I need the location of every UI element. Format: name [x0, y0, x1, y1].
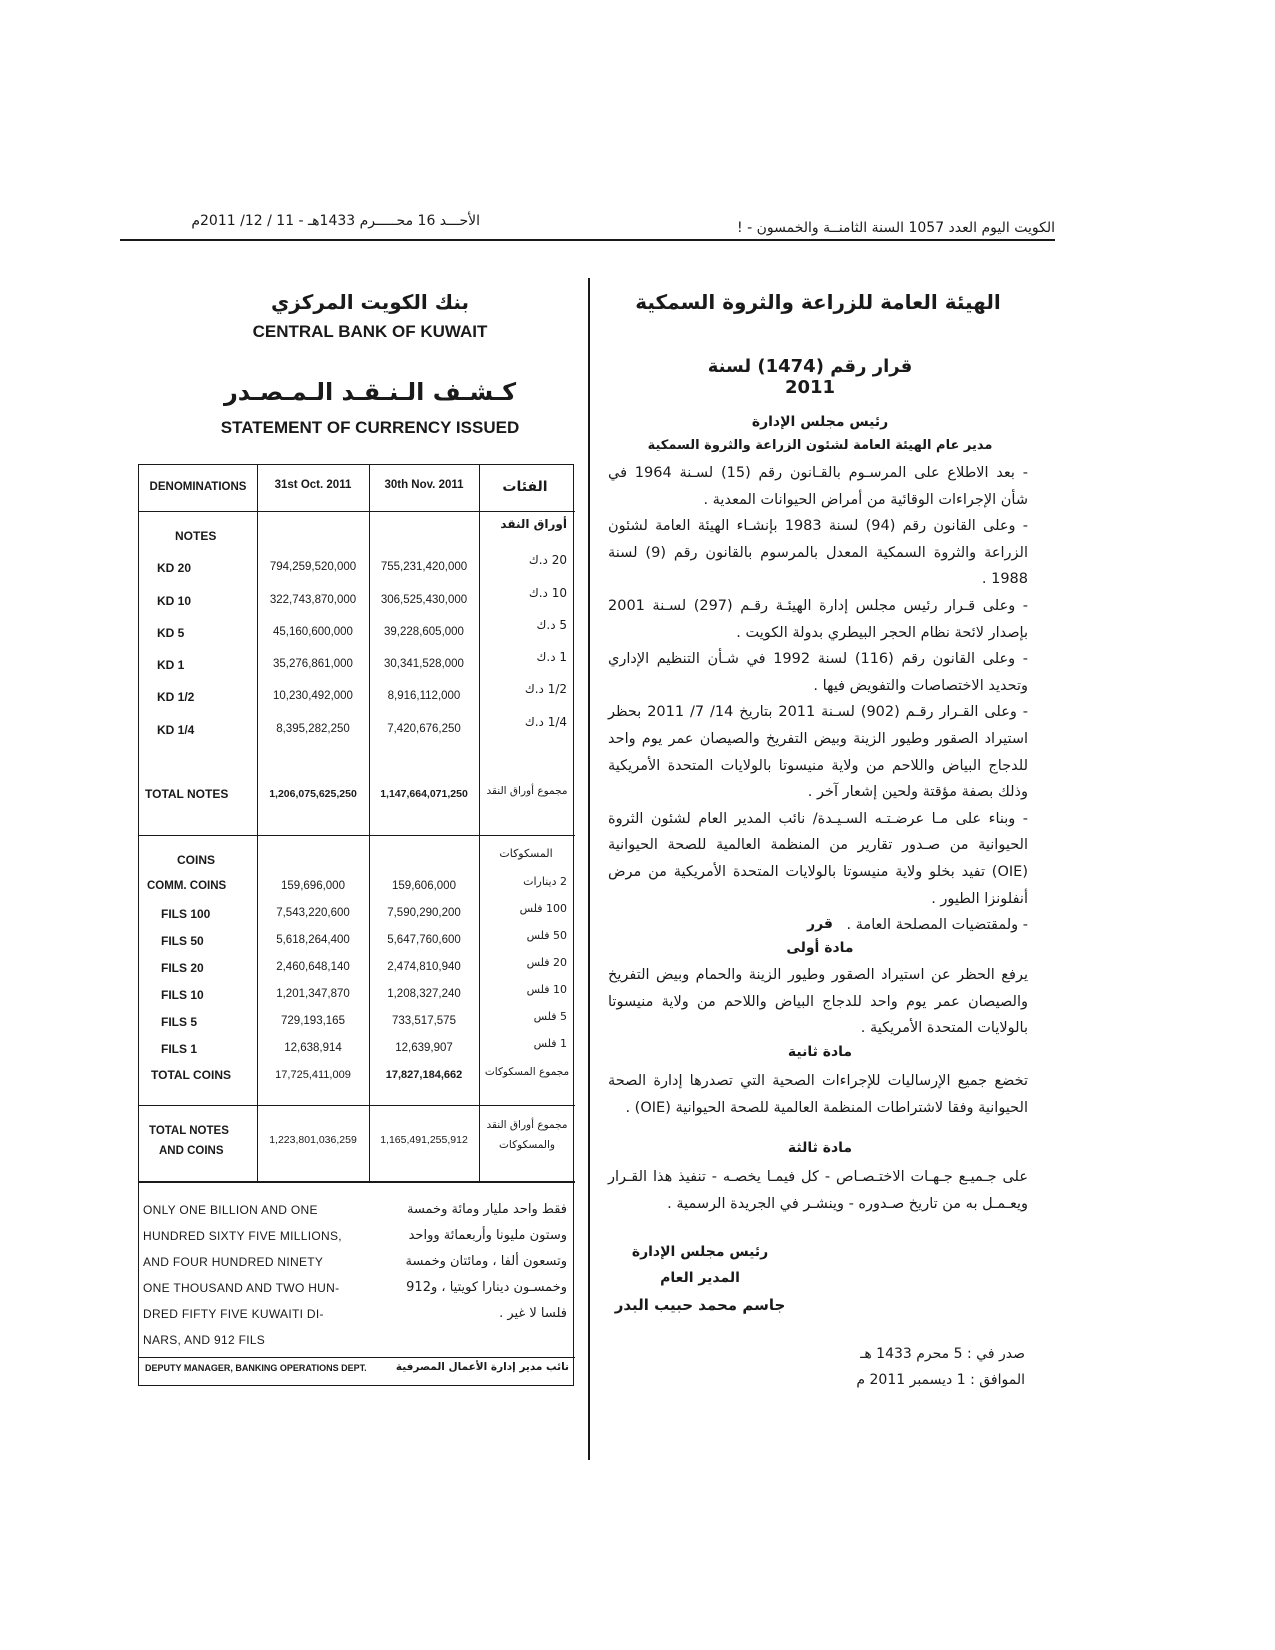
table-row-label: FILS 20 [161, 961, 204, 975]
issued-date: صدر في : 5 محرم 1433 هـ [860, 1346, 1025, 1362]
table-cell-ar: 20 د.ك [528, 553, 567, 567]
table-cell-oct: 35,276,861,000 [273, 658, 353, 670]
total-all-label-1: TOTAL NOTES [149, 1125, 229, 1137]
corresponding-date: الموافق : 1 ديسمبر 2011 م [856, 1372, 1025, 1388]
issuer-line-2: مدير عام الهيئة العامة لشئون الزراعة والثروة السمكية [647, 438, 993, 453]
total-notes-oct: 1,206,075,625,250 [269, 788, 357, 800]
table-row-label: FILS 10 [161, 988, 204, 1002]
table-row-label: KD 1/4 [157, 723, 195, 737]
table-cell-ar: 1 فلس [533, 1037, 567, 1050]
table-cell-ar: 2 دينارات [523, 875, 567, 888]
table-row-label: KD 10 [157, 594, 192, 608]
table-cell-nov: 1,208,327,240 [387, 988, 461, 1000]
coins-heading: COINS [177, 853, 216, 867]
table-cell-ar: 20 فلس [526, 956, 567, 969]
signatory-en: DEPUTY MANAGER, BANKING OPERATIONS DEPT. [145, 1363, 367, 1373]
decision-title: قرار رقم (1474) لسنة 2011 [707, 356, 913, 398]
recital: - ولمقتضيات المصلحة العامة . [846, 917, 1028, 934]
table-cell-ar: 1/4 د.ك [524, 715, 567, 729]
total-coins-nov: 17,827,184,662 [385, 1069, 463, 1081]
recital: - وعلى القانون رقم (94) لسنة 1983 بإنشـاء الهيئة العامة لشئون الزراعة والثروة السمكية المعدل بالمرسوم بالقانون رقم (9) لسنة 1988 . [608, 518, 1028, 588]
table-row-label: KD 1/2 [157, 690, 195, 704]
table-cell-nov: 2,474,810,940 [387, 961, 461, 973]
table-cell-oct: 2,460,648,140 [276, 961, 350, 973]
article-2-title: مادة ثانية [787, 1044, 853, 1060]
table-cell-nov: 5,647,760,600 [387, 934, 461, 946]
table-cell-ar: 1/2 د.ك [524, 682, 567, 696]
table-row-label: KD 20 [157, 561, 192, 575]
col-header-ar: الفئات [502, 479, 548, 495]
table-cell-oct: 1,201,347,870 [276, 988, 350, 1000]
table-cell-ar: 100 فلس [519, 902, 567, 915]
total-coins-ar: مجموع المسكوكات [484, 1066, 570, 1078]
total-all-ar-2: والمسكوكات [499, 1139, 555, 1151]
article-2-text: تخضع جميع الإرساليات للإجراءات الصحية التي تصدرها إدارة الصحة الحيوانية وفقا لاشتراطات المنظمة العالمية للصحة الحيوانية (OIE) . [608, 1073, 1028, 1116]
table-cell-nov: 306,525,430,000 [380, 594, 468, 606]
table-cell-ar: 10 د.ك [528, 586, 567, 600]
table-cell-nov: 12,639,907 [395, 1042, 453, 1054]
recital: - وعلى القانون رقم (116) لسنة 1992 في شـأن التنظيم الإداري وتحديد الاختصاصات والتفويض فيها . [608, 651, 1029, 694]
table-row-label: COMM. COINS [147, 880, 227, 892]
signatory-title-1: رئيس مجلس الإدارة [631, 1244, 769, 1260]
table-cell-oct: 5,618,264,400 [276, 934, 350, 946]
article-1-title: مادة أولى [786, 940, 854, 956]
total-coins-label: TOTAL COINS [151, 1068, 232, 1082]
words-line: وخمسـون دينارا كويتيا ، و912 [406, 1280, 567, 1295]
words-line: فقط واحد مليار ومائة وخمسة [406, 1202, 567, 1217]
amount-words-en [143, 1197, 375, 1353]
signatory-name: جاسم محمد حبيب البدر [614, 1296, 786, 1314]
table-cell-ar: 50 فلس [526, 929, 567, 942]
recital: - وبناء على مـا عرضـتـه السـيـدة/ نائب المدير العام لشئون الثروة الحيوانية من صـدور تقارير من المنظمة العالمية للصحة الحيوانية (OIE) تفيد بخلو ولاية منيسوتا بالولايات المتحدة الأمريكية من مرض أنفلونزا الطيور . [608, 810, 1028, 907]
statement-title-en: STATEMENT OF CURRENCY ISSUED [220, 418, 520, 437]
words-line: NARS, AND 912 FILS [143, 1333, 266, 1347]
col-header-nov: 30th Nov. 2011 [384, 479, 464, 491]
header-date: الأحـــد 16 محـــــرم 1433هـ - 11 / 12/ 2011م [191, 213, 480, 229]
table-cell-oct: 10,230,492,000 [273, 690, 353, 702]
notes-heading: NOTES [175, 529, 217, 543]
table-cell-oct: 45,160,600,000 [273, 626, 353, 638]
table-cell-nov: 159,606,000 [392, 880, 456, 892]
authority-title: الهيئة العامة للزراعة والثروة السمكية [635, 290, 1001, 314]
total-all-oct: 1,223,801,036,259 [269, 1134, 357, 1146]
table-cell-nov: 7,590,290,200 [387, 907, 461, 919]
table-cell-nov: 30,341,528,000 [384, 658, 464, 670]
table-cell-nov: 39,228,605,000 [384, 626, 464, 638]
table-cell-nov: 755,231,420,000 [380, 561, 468, 573]
total-all-label-2: AND COINS [159, 1145, 224, 1157]
total-notes-ar: مجموع أوراق النقد [486, 785, 568, 797]
header-issue: الكويت اليوم العدد 1057 السنة الثامنــة والخمسون - ! [737, 220, 1055, 236]
words-line: DRED FIFTY FIVE KUWAITI DI- [143, 1307, 324, 1321]
table-cell-ar: 5 د.ك [536, 618, 567, 632]
table-row-label: KD 1 [157, 658, 185, 672]
total-all-nov: 1,165,491,255,912 [380, 1134, 468, 1146]
total-coins-oct: 17,725,411,009 [275, 1069, 351, 1081]
col-header-denominations: DENOMINATIONS [149, 481, 247, 493]
recital: - وعلى قـرار رئيس مجلس إدارة الهيئـة رقـم (297) لسـنة 2001 بإصدار لائحة نظام الحجر البيطري بدولة الكويت . [608, 597, 1028, 641]
signatory-title-2: المدير العام [660, 1270, 740, 1286]
words-line: وستون مليونا وأربعمائة وواحد [408, 1228, 567, 1243]
recitals [608, 460, 1028, 939]
words-line: ONE THOUSAND AND TWO HUN- [143, 1281, 340, 1295]
table-cell-nov: 8,916,112,000 [387, 690, 461, 702]
total-all-ar-1: مجموع أوراق النقد [486, 1119, 568, 1131]
table-cell-oct: 159,696,000 [281, 880, 345, 892]
statement-title-ar: كـشـف الـنـقـد الـمـصـدر [223, 378, 517, 406]
table-cell-oct: 7,543,220,600 [276, 907, 350, 919]
words-line: وتسعون ألفا ، ومائتان وخمسة [405, 1254, 567, 1269]
table-cell-oct: 794,259,520,000 [269, 561, 357, 573]
bank-name-ar: بنك الكويت المركزي [270, 290, 470, 314]
col-header-oct: 31st Oct. 2011 [274, 479, 352, 491]
table-row-label: FILS 100 [161, 907, 211, 921]
words-line: فلسا لا غير . [499, 1306, 567, 1321]
words-line: AND FOUR HUNDRED NINETY [143, 1255, 324, 1269]
table-cell-nov: 7,420,676,250 [387, 723, 461, 735]
total-notes-label: TOTAL NOTES [145, 787, 229, 801]
table-cell-oct: 12,638,914 [284, 1042, 342, 1054]
table-row-label: KD 5 [157, 626, 185, 640]
table-row-label: FILS 5 [161, 1015, 198, 1029]
table-cell-oct: 729,193,165 [281, 1015, 345, 1027]
signatory-ar: نائب مدير إدارة الأعمال المصرفية [395, 1361, 569, 1373]
header-rule [120, 239, 1055, 241]
table-cell-oct: 8,395,282,250 [276, 723, 350, 735]
amount-words-ar [375, 1197, 567, 1327]
bank-name-en: CENTRAL BANK OF KUWAIT [252, 322, 488, 341]
table-cell-ar: 1 د.ك [536, 650, 567, 664]
notes-heading-ar: أوراق النقد [500, 517, 567, 531]
table-cell-ar: 10 فلس [526, 983, 567, 996]
article-3-text: على جـميـع جـهـات الاختـصـاص - كل فيمـا يخصـه - تنفيذ هذا القـرار ويعـمـل به من تاريخ صـدوره - وينشـر في الجريدة الرسمية . [608, 1169, 1028, 1212]
table-cell-nov: 733,517,575 [392, 1015, 456, 1027]
table-row-label: FILS 50 [161, 934, 204, 948]
coins-heading-ar: المسكوكات [499, 847, 553, 860]
table-row-label: FILS 1 [161, 1042, 198, 1056]
recital: - بعد الاطلاع على المرسـوم بالقـانون رقم (15) لسـنة 1964 في شأن الإجراءات الوقائية من أمراض الحيوانات المعدية . [608, 465, 1028, 508]
table-cell-ar: 5 فلس [533, 1010, 567, 1023]
table-cell-oct: 322,743,870,000 [269, 594, 357, 606]
article-3-title: مادة ثالثة [787, 1140, 853, 1156]
decided-heading: قرر [807, 916, 833, 932]
article-1-text: يرفع الحظر عن استيراد الصقور وطيور الزينة والحمام وبيض التفريخ والصيصان عمر يوم واحد للدجاج البياض واللاحم من ولاية منيسوتا بالولايات المتحدة الأمريكية . [608, 967, 1028, 1037]
total-notes-nov: 1,147,664,071,250 [380, 788, 468, 800]
recital: - وعلى القـرار رقـم (902) لسـنة 2011 بتاريخ 14/ 7/ 2011 بحظر استيراد الصقور وطيور الزينة وبيض التفريخ والصيصان عمر يوم واحد للدجاج البياض واللاحم من ولاية منيسوتا بالولايات المتحدة الأمريكية وذلك بصفة مؤقتة ولحين إشعار آخر . [608, 704, 1028, 801]
issuer-line-1: رئيس مجلس الإدارة [751, 414, 889, 430]
words-line: ONLY ONE BILLION AND ONE [143, 1203, 318, 1217]
words-line: HUNDRED SIXTY FIVE MILLIONS, [143, 1229, 342, 1243]
currency-table [138, 464, 574, 1386]
